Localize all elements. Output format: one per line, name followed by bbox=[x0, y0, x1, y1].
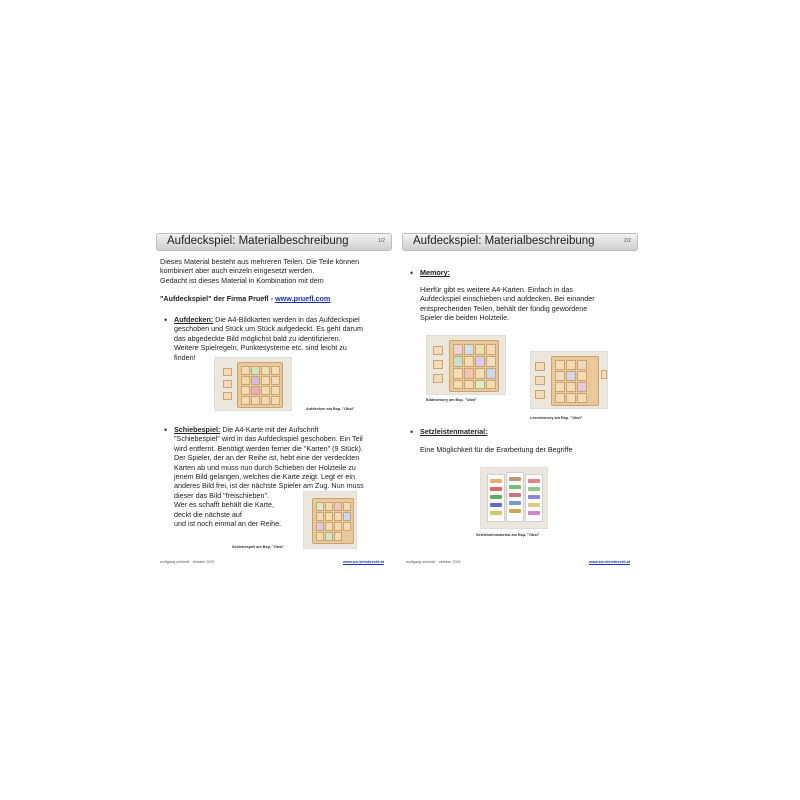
text-line: jenem Bild gelangen, welches die Karte zeigt. Legt er ein bbox=[174, 472, 355, 482]
lesememory-photo bbox=[530, 351, 608, 409]
text-line: das abgedeckte Bild möglichst bald zu identifizieren. bbox=[174, 333, 341, 343]
text-line: Wer es schafft behält die Karte, bbox=[174, 500, 275, 510]
word-card bbox=[525, 474, 543, 522]
text-line: Aufdeckspiel einschieben und aufdecken. Bei einander bbox=[420, 294, 595, 304]
text-line: Hierfür gibt es weitere A4-Karten. Einfach in das bbox=[420, 285, 574, 294]
word-card bbox=[487, 474, 505, 522]
setzleisten-photo bbox=[480, 467, 548, 529]
bullet-icon: • bbox=[410, 268, 414, 278]
bildmemory-photo bbox=[426, 335, 506, 395]
footer-link[interactable]: www.ws-steinbrecht.at bbox=[343, 560, 384, 564]
intro-text bbox=[160, 257, 359, 285]
intro-line: Gedacht ist dieses Material in Kombination mit dem bbox=[160, 275, 324, 285]
text-line: finden! bbox=[174, 352, 196, 362]
footer-author: wolfgang schmidt · oktober 2001 bbox=[406, 560, 461, 564]
page-number: 2/2 bbox=[624, 238, 631, 244]
schiebespiel-caption: Schiebespiel am Bsp. "Obst" bbox=[232, 545, 285, 549]
page-title-bar bbox=[156, 233, 392, 251]
memory-label: Memory: bbox=[420, 268, 450, 277]
text-line: Der Spieler, der an der Reihe ist, hebt eine der verdeckten bbox=[174, 453, 360, 463]
text-line: Spieler die beiden Holzteile. bbox=[420, 313, 510, 323]
intro-line: Dieses Material besteht aus mehreren Teilen. Die Teile können bbox=[160, 257, 360, 266]
text-line: Karten ab und muss nun durch Schieben der Holzteile zu bbox=[174, 462, 356, 472]
subheading bbox=[160, 294, 330, 303]
bullet-icon: • bbox=[164, 315, 168, 325]
text-line: geschoben und Stück um Stück aufgedeckt. Es geht darum bbox=[174, 324, 363, 334]
text-line: "Schiebespiel" wird in das Aufdeckspiel geschoben. Ein Teil bbox=[174, 434, 363, 444]
word-card bbox=[506, 472, 524, 522]
bullet-icon: • bbox=[164, 425, 168, 435]
text-line: Die A4-Bildkarten werden in das Aufdeckspiel bbox=[213, 315, 360, 324]
page-title-bar bbox=[402, 233, 638, 251]
aufdecken-photo bbox=[214, 357, 292, 411]
wooden-board bbox=[551, 356, 599, 406]
intro-line: kombiniert aber auch einzeln eingesetzt werden. bbox=[160, 266, 315, 276]
text-line: deckt die nächste auf bbox=[174, 509, 242, 519]
footer-link[interactable]: www.ws-steinbrecht.at bbox=[589, 560, 630, 564]
text-line: anderes Bild frei, ist der nächste Spieler am Zug. Nun muss bbox=[174, 481, 364, 491]
aufdecken-label: Aufdecken: bbox=[174, 315, 214, 324]
lesememory-caption: Lesememory am Bsp. "Obst" bbox=[530, 416, 583, 420]
setzleisten-caption: Setzleistenmaterial am Bsp. "Obst" bbox=[476, 533, 540, 537]
aufdecken-caption: Aufdecken am Bsp. "Obst" bbox=[306, 407, 355, 411]
subheading-text: "Aufdeckspiel" der Firma Pruefl - bbox=[160, 294, 276, 303]
bullet-icon: • bbox=[410, 427, 414, 437]
bildmemory-caption: Bildmemory am Bsp. "Obst" bbox=[426, 398, 478, 402]
setzleisten-text: Eine Möglichkeit für die Erarbeitung der Begriffe bbox=[420, 445, 573, 454]
text-line: Die A4-Karte mit der Aufschrift bbox=[220, 425, 319, 434]
setzleisten-label: Setzleistenmaterial: bbox=[420, 427, 488, 436]
text-line: entsprechenden Teilen, behält der fündig gewordene bbox=[420, 303, 588, 313]
page-title: Aufdeckspiel: Materialbeschreibung bbox=[413, 235, 595, 247]
page-number: 1/2 bbox=[378, 238, 385, 244]
wooden-board bbox=[449, 340, 499, 392]
text-line: und ist noch einmal an der Reihe. bbox=[174, 519, 282, 529]
page-2 bbox=[402, 233, 640, 568]
wooden-board bbox=[312, 498, 354, 544]
text-line: dieser das Bild "freischieben". bbox=[174, 490, 269, 500]
aufdecken-section bbox=[174, 315, 363, 362]
text-line: wird entfernt. Benötigt werden ferner die "Karten" (9 Stück). bbox=[174, 443, 363, 453]
memory-section bbox=[420, 285, 595, 323]
footer-author: wolfgang schmidt · oktober 2001 bbox=[160, 560, 215, 564]
schiebespiel-photo bbox=[303, 491, 357, 549]
pruefl-link[interactable]: www.pruefl.com bbox=[275, 294, 331, 303]
page-1 bbox=[156, 233, 394, 568]
text-line: Weitere Spielregeln, Punktesysteme etc. sind leicht zu bbox=[174, 343, 347, 353]
schiebespiel-label: Schiebespiel: bbox=[174, 425, 221, 434]
wooden-board bbox=[237, 362, 283, 408]
page-title: Aufdeckspiel: Materialbeschreibung bbox=[167, 235, 349, 247]
